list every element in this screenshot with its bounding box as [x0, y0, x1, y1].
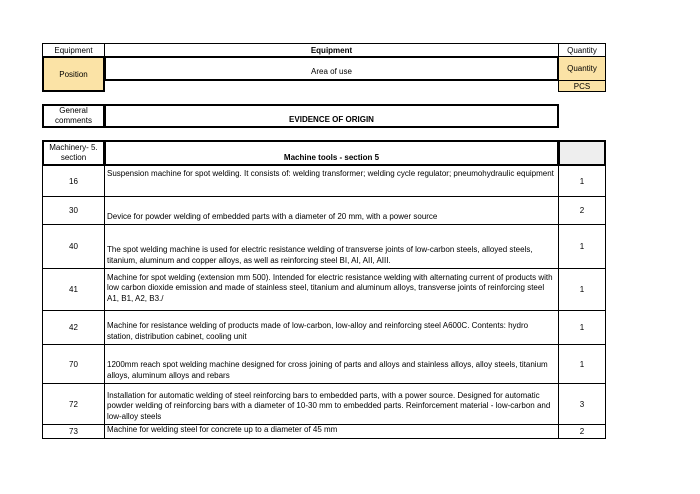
section-title: Machine tools - section 5: [104, 140, 559, 166]
area-of-use-cell: Area of use: [104, 56, 559, 81]
equipment-label-left: Equipment: [42, 43, 105, 57]
row-quantity: 1: [558, 344, 606, 384]
row-description: 1200mm reach spot welding machine designed for cross joining of parts and alloys and stainless alloys, alloy steels, titanium alloys, aluminum alloys and rebars: [104, 344, 559, 384]
row-quantity: 1: [558, 224, 606, 269]
evidence-of-origin-title: EVIDENCE OF ORIGIN: [104, 104, 559, 128]
row-description: Machine for welding steel for concrete up to a diameter of 45 mm: [104, 424, 559, 439]
pcs-cell: PCS: [558, 80, 606, 92]
row-quantity: 1: [558, 268, 606, 311]
row-number: 16: [42, 165, 105, 197]
row-description: Machine for resistance welding of products made of low-carbon, low-alloy and reinforcing steel A600C. Contents: hydro station, distribution cabinet, cooling unit: [104, 310, 559, 345]
row-description: The spot welding machine is used for electric resistance welding of transverse joints of low-carbon steels, alloyed steels, titanium, aluminum and copper alloys, as well as reinforcing steel BI, AI, AII, AIII.: [104, 224, 559, 269]
section-qty-empty: [558, 140, 606, 166]
row-quantity: 3: [558, 383, 606, 425]
row-number: 40: [42, 224, 105, 269]
row-number: 70: [42, 344, 105, 384]
quantity-yellow-cell: Quantity: [558, 56, 606, 81]
row-description: Device for powder welding of embedded parts with a diameter of 20 mm, with a power source: [104, 196, 559, 225]
section-label: Machinery- 5. section: [42, 140, 105, 166]
row-number: 42: [42, 310, 105, 345]
row-description: Installation for automatic welding of steel reinforcing bars to embedded parts, with a power source. Designed for automatic powder welding of reinforcing bars with a diameter of 10-30 mm to embedded parts. Reinforcement material - low-carbon and low-alloy steels: [104, 383, 559, 425]
general-comments-label: General comments: [42, 104, 105, 128]
position-cell: Position: [42, 56, 105, 92]
row-number: 73: [42, 424, 105, 439]
row-number: 30: [42, 196, 105, 225]
equipment-header: Equipment: [104, 43, 559, 57]
row-quantity: 2: [558, 424, 606, 439]
row-description: Suspension machine for spot welding. It consists of: welding transformer; welding cycle regulator; pneumohydraulic equipment: [104, 165, 559, 197]
row-quantity: 1: [558, 165, 606, 197]
quantity-header: Quantity: [558, 43, 606, 57]
row-number: 72: [42, 383, 105, 425]
row-number: 41: [42, 268, 105, 311]
row-description: Machine for spot welding (extension mm 500). Intended for electric resistance welding with alternating current of products with low carbon dioxide emission and made of stainless steel, titanium and aluminum alloys, transverse joints of reinforcing steel A1, B1, A2, B3./: [104, 268, 559, 311]
row-quantity: 2: [558, 196, 606, 225]
row-quantity: 1: [558, 310, 606, 345]
